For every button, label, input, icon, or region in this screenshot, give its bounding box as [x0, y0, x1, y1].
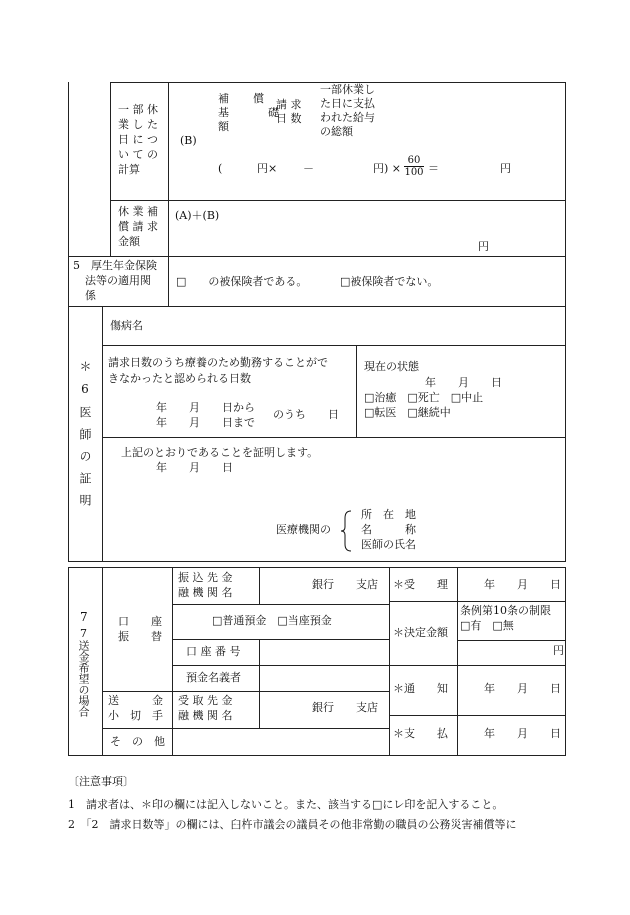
bank-text: 銀行 支店	[312, 578, 378, 591]
col-wage-4: の総額	[320, 125, 353, 138]
pension-option-insured[interactable]: □ の被保険者である。	[176, 275, 308, 288]
payment-date: 年 月 日	[484, 727, 561, 740]
brace-icon	[340, 510, 352, 552]
days-text-1: 請求日数のうち療養のため勤務することがで	[108, 356, 328, 369]
fraction: $\frac{60}{100}$	[404, 155, 424, 178]
col-base2-1: 償	[253, 92, 264, 105]
col-wage-3: われた給与	[320, 111, 375, 124]
doctor-side-label: ＊6医師の証明	[78, 360, 92, 516]
rule-options[interactable]: □有 □無	[460, 619, 514, 632]
recv-dest-2: 融 機 関 名	[178, 709, 233, 722]
date-from: 年 月 日から	[156, 401, 255, 414]
marker-b: (B)	[180, 134, 197, 147]
days-text-2: きなかったと認められる日数	[108, 372, 251, 385]
col-wage-2: た日に支払	[320, 97, 375, 110]
formula-eq: ＝	[428, 162, 439, 175]
col-days-1: 請 求	[276, 98, 302, 111]
date-to: 年 月 日まで	[156, 416, 255, 429]
col-days-2: 日 数	[276, 112, 302, 125]
account-holder-label: 預金名義者	[186, 671, 241, 684]
decision-yen: 円	[553, 644, 564, 657]
formula-open: (	[218, 162, 223, 175]
account-number-label: 口 座 番 号	[186, 645, 241, 658]
col-base2-2: 礎	[268, 106, 279, 119]
notes-title: 〔注意事項〕	[68, 775, 134, 788]
remit-side-text: 7送金希望の場合	[77, 627, 90, 717]
inst-name: 名 称	[361, 523, 416, 536]
certify-date: 年 月 日	[156, 461, 233, 474]
recv-bank-text: 銀行 支店	[312, 701, 378, 714]
receipt-date: 年 月 日	[484, 578, 561, 591]
col-base-3: 額	[218, 120, 229, 133]
claim-yen: 円	[478, 240, 489, 253]
bank-dest-1: 振 込 先 金	[178, 571, 233, 584]
claim-formula: (A)＋(B)	[175, 209, 220, 222]
note-line-2: 2 「2 請求日数等」の欄には、臼杵市議会の議員その他非常勤の職員の公務災害補償等に	[68, 818, 517, 831]
notice-date: 年 月 日	[484, 682, 561, 695]
deposit-options[interactable]: □普通預金 □当座預金	[212, 614, 332, 627]
account-label-1: 口 座	[118, 615, 162, 628]
formula-yen3: 円	[500, 162, 511, 175]
inst-doctor-name: 医師の氏名	[361, 538, 416, 551]
inst-address: 所 在 地	[361, 508, 416, 521]
formula-minus: －	[303, 162, 314, 175]
recv-dest-1: 受 取 先 金	[178, 694, 233, 707]
bank-dest-2: 融 機 関 名	[178, 586, 233, 599]
decision-label: ＊決定金額	[393, 626, 448, 639]
certify-text: 上記のとおりであることを証明します。	[121, 446, 319, 459]
check-label-2: 小 切 手	[108, 709, 163, 722]
col-base-2: 基	[218, 106, 229, 119]
account-label-2: 振 替	[118, 630, 162, 643]
formula-yen2: 円) ×	[373, 162, 402, 175]
other-label: そ の 他	[110, 735, 165, 748]
note-line-1: 1 請求者は、＊印の欄には記入しないこと。また、該当する□にレ印を記入すること。	[68, 798, 504, 811]
notice-label: ＊通 知	[393, 682, 448, 695]
col-base-1: 補	[218, 92, 229, 105]
pension-option-not-insured[interactable]: □被保険者でない。	[340, 275, 439, 288]
status-date: 年 月 日	[425, 376, 502, 389]
col-wage-1: 一部休業し	[320, 83, 375, 96]
check-label-1: 送 金	[108, 694, 163, 707]
payment-label: ＊支 払	[393, 727, 448, 740]
uchi-days: のうち 日	[273, 408, 339, 421]
status-options-2[interactable]: □転医 □継続中	[364, 406, 451, 419]
status-options-1[interactable]: □治癒 □死亡 □中止	[364, 391, 484, 404]
status-title: 現在の状態	[364, 360, 419, 373]
disease-name-label: 傷病名	[110, 319, 143, 332]
rule-label: 条例第10条の制限	[460, 604, 551, 617]
formula-yen1: 円×	[257, 162, 278, 175]
receipt-label: ＊受 理	[393, 578, 448, 591]
institution-label: 医療機関の	[276, 523, 331, 536]
